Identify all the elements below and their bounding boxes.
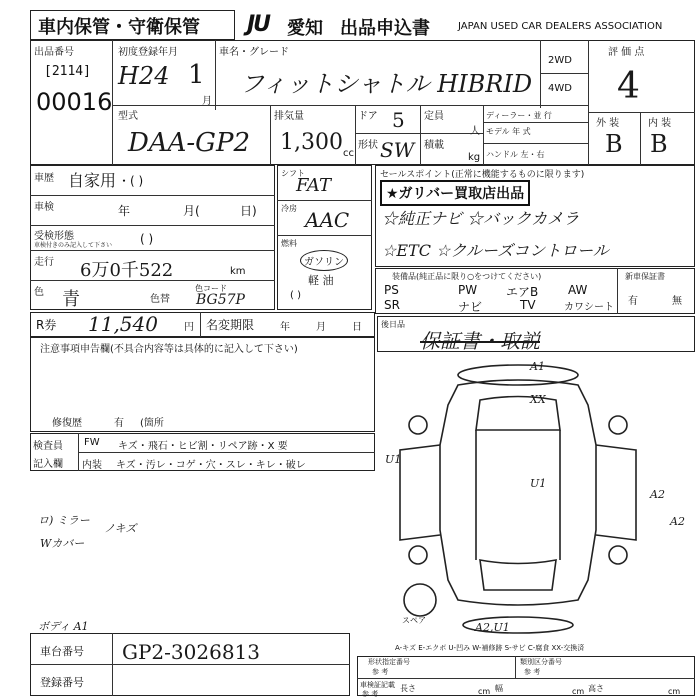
registration-label: 初度登録年月 <box>118 47 178 58</box>
registration-month-suffix: 月 <box>202 96 212 107</box>
mileage-unit: km <box>230 266 246 277</box>
name-change-label: 名変期限 <box>206 318 255 332</box>
ac-label: 冷房 <box>281 204 297 213</box>
warranty-label: 新車保証書 <box>625 272 665 281</box>
equipment-label: 装備品(純正品に限り○をつけてください) <box>392 272 542 281</box>
color-code-value: BG57P <box>196 292 245 308</box>
equip-ps: PS <box>384 283 399 297</box>
fuel-diesel: 軽 油 <box>308 274 334 287</box>
doors-value: 5 <box>392 108 405 132</box>
exterior-label: 外 装 <box>596 118 620 129</box>
ju-logo: JU <box>247 12 270 37</box>
ac-value: AAC <box>305 208 350 232</box>
color-code-label: 色コード <box>195 284 227 293</box>
shift-label: シフト <box>281 169 305 178</box>
history-paren: ・( ) <box>118 174 144 188</box>
chassis-label: 車台番号 <box>40 645 84 658</box>
drive-2wd: 2WD <box>548 55 572 66</box>
sales-line2: ☆ETC ☆クルーズコントロール <box>382 241 609 260</box>
storage-label: 車内保管・守衛保管 <box>38 17 200 38</box>
registration-era-year: H24 <box>118 62 170 90</box>
interior-label: 内 装 <box>648 118 672 129</box>
mark-xx: XX <box>530 393 546 406</box>
mileage-label: 走行 <box>34 257 54 268</box>
association-name: JAPAN USED CAR DEALERS ASSOCIATION <box>458 21 663 32</box>
bt-cm3: cm <box>668 687 681 696</box>
note-wcover: Wカバー <box>40 537 85 550</box>
lot-number: 00016 <box>36 88 113 116</box>
repair-value: 有 <box>114 418 124 429</box>
lot-bracket: [2114] <box>44 64 91 79</box>
inspector-label2: 記入欄 <box>33 459 63 470</box>
inspect-type-label: 受検形態 <box>34 231 74 242</box>
bt-cm2: cm <box>572 687 585 696</box>
inspector-fw: FW <box>84 437 100 448</box>
equip-airbag: エアB <box>506 285 539 299</box>
capacity-unit: 人 <box>470 126 480 137</box>
mark-a2-rear: A2 <box>670 515 685 528</box>
equip-navi: ナビ <box>458 300 483 314</box>
drive-4wd: 4WD <box>548 83 572 94</box>
model-value: DAA-GP2 <box>128 128 250 158</box>
name-change-year: 年 <box>280 322 290 333</box>
load-label: 積載 <box>424 140 444 151</box>
warranty-yes: 有 <box>628 296 638 307</box>
color-value: 青 <box>62 289 80 310</box>
equip-leather: カワシート <box>564 302 614 313</box>
bt-col2: 類別区分番号 <box>520 658 562 666</box>
repaint-label: 色替 <box>150 294 170 305</box>
inspection-label: 車検 <box>34 202 54 213</box>
warranty-no: 無 <box>672 296 682 307</box>
car-damage-diagram <box>380 355 695 660</box>
chassis-value: GP2-3026813 <box>122 640 260 664</box>
bt-col1: 形状指定番号 <box>368 658 410 666</box>
inspect-paren: ( ) <box>140 232 154 246</box>
bt-hgt: 高さ <box>588 684 604 693</box>
score-value: 4 <box>617 66 640 107</box>
exterior-grade: B <box>605 130 623 158</box>
mark-u1-left: U1 <box>385 453 402 466</box>
displacement-label: 排気量 <box>274 111 304 122</box>
color-label: 色 <box>34 287 44 298</box>
inspection-month: 月( <box>183 204 200 218</box>
mark-a1-top: A1 <box>530 360 545 373</box>
bt-wid: 幅 <box>495 684 503 693</box>
load-unit: kg <box>468 152 481 163</box>
sales-line1: ☆純正ナビ ☆バックカメラ <box>382 209 580 228</box>
inspect-type-note: 車検付きのみ記入して下さい <box>34 242 113 249</box>
bt-col1b: 参 考 <box>372 668 389 676</box>
fuel-gasoline: ガソリン <box>300 250 348 271</box>
history-value: 自家用 <box>68 171 117 190</box>
repair-label: 修復歴 <box>52 418 82 429</box>
aftersale-label: 後日品 <box>381 320 405 329</box>
note-body: ボディ A1 <box>38 620 89 633</box>
equip-tv: TV <box>520 298 536 312</box>
reg-label: 登録番号 <box>40 676 84 689</box>
bt-col2b: 参 考 <box>524 668 541 676</box>
mark-a2-side: A2 <box>650 488 665 501</box>
equip-sr: SR <box>384 298 400 312</box>
equip-pw: PW <box>458 283 478 297</box>
inspection-year: 年 <box>118 204 131 218</box>
inspector-interior: 内装 <box>82 460 102 471</box>
displacement-value: 1,300 <box>280 130 343 155</box>
bt-row2: 車検証記載 <box>360 681 395 689</box>
shape-value: SW <box>380 138 415 162</box>
mileage-value: 6万0千522 <box>80 260 174 281</box>
registration-month: 1 <box>188 60 205 90</box>
name-change-month: 月 <box>316 322 326 333</box>
bt-cm1: cm <box>478 687 491 696</box>
notes-label: 注意事項申告欄(不具合内容等は具体的に記入して下さい) <box>40 344 298 355</box>
interior-grade: B <box>650 130 668 158</box>
mark-a2-u1: A2,U1 <box>475 621 510 634</box>
recycle-label: R券 <box>36 318 57 332</box>
form-title: 出品申込書 <box>340 18 430 39</box>
capacity-label: 定員 <box>424 111 444 122</box>
recycle-unit: 円 <box>184 322 194 333</box>
note-scratch: ノキズ <box>104 522 137 535</box>
repair-place: (箇所 <box>140 418 164 429</box>
fuel-paren: ( ) <box>290 290 301 301</box>
model-label: 型式 <box>118 111 138 122</box>
inspector-row2: キズ・汚レ・コゲ・穴・スレ・キレ・破レ <box>116 460 306 471</box>
sales-points-label: セールスポイント(正常に機能するものに限ります) <box>380 170 585 180</box>
name-change-day: 日 <box>352 322 362 333</box>
car-name-label: 車名・グレード <box>219 47 289 58</box>
recycle-value: 11,540 <box>88 312 158 336</box>
logo-region: 愛知 <box>287 18 323 39</box>
inspector-row1: キズ・飛石・ヒビ割・リペア跡・X 要 <box>118 441 288 452</box>
score-label: 評 価 点 <box>608 47 645 58</box>
lot-label: 出品番号 <box>34 47 74 58</box>
bt-len: 長さ <box>400 684 416 693</box>
spare-label: スペア <box>402 616 426 625</box>
aftersale-value: 保証書・取説 <box>420 329 540 353</box>
sales-stamp: ★ガリバー買取店出品 <box>380 180 530 206</box>
note-mirror: ロ) ミラー <box>38 514 90 527</box>
mark-u1-center: U1 <box>530 477 547 490</box>
displacement-unit: cc <box>343 148 354 159</box>
bt-row2b: 参 考 <box>362 690 379 698</box>
diagram-legend: A-キズ E-エクボ U-凹み W-補修跡 S-サビ C-腐食 XX-交換済 <box>395 644 585 652</box>
handle-label: ハンドル 左・右 <box>486 150 545 159</box>
equip-aw: AW <box>568 283 588 297</box>
fuel-label: 燃料 <box>281 239 297 248</box>
shape-label: 形状 <box>358 140 378 151</box>
inspector-label1: 検査員 <box>33 441 63 452</box>
car-name-value: フィットシャトル HIBRID <box>240 70 533 98</box>
model-year-label: モデル 年 式 <box>486 127 531 136</box>
dealer-label: ディーラー・並 行 <box>486 111 552 120</box>
doors-label: ドア <box>358 111 378 122</box>
shift-value: FAT <box>296 175 331 196</box>
inspection-day: 日) <box>240 204 257 218</box>
history-label: 車歴 <box>34 173 54 184</box>
